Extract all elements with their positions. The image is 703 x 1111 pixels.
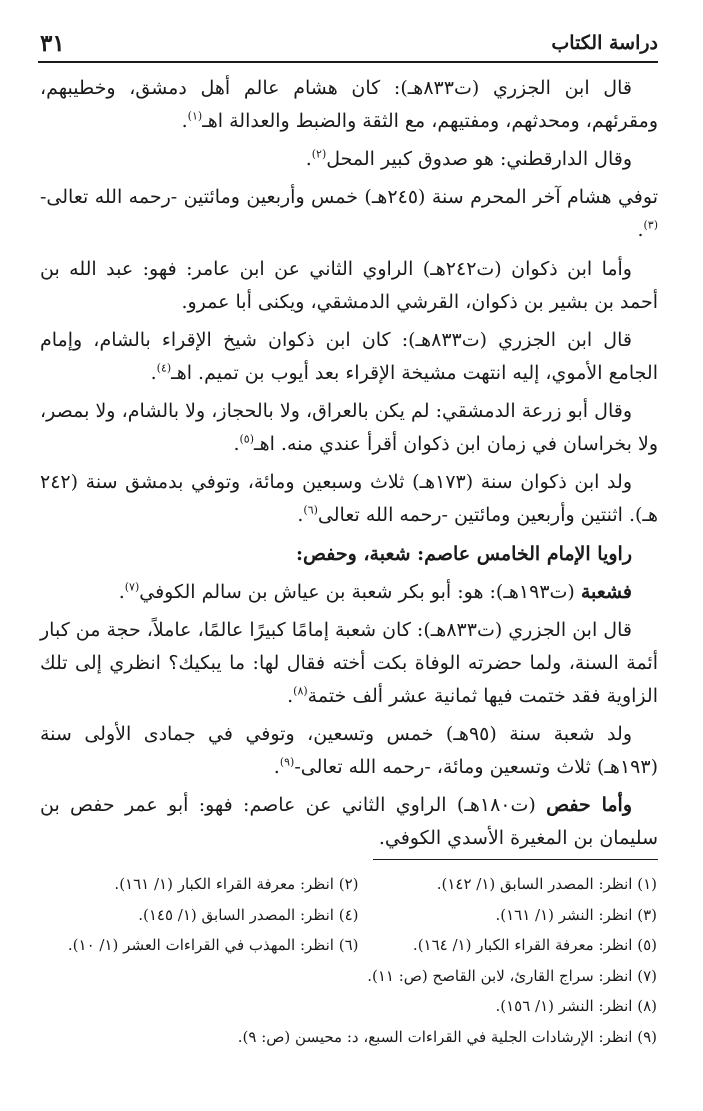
footnote: (٩) انظر: الإرشادات الجلية في القراءات السبع، د: محيسن (ص: ٩).	[237, 1027, 657, 1046]
footnote: (٦) انظر: المهذب في القراءات العشر (١/ ١٠).	[67, 936, 359, 954]
footnote-row	[60, 869, 657, 900]
paragraph: قال ابن الجزري (ت٨٣٣هـ): كان ابن ذكوان شيخ الإقراء بالشام، وإمام الجامع الأموي، إليه انتهت مشيخة الإقراء بعد أيوب بن تميم. اهـ$^{(٤)}$.	[40, 329, 658, 384]
footnote-ref: (٤)	[156, 361, 172, 375]
footnote: (٨) انظر: النشر (١/ ١٥٦).	[495, 997, 657, 1015]
section-heading: راويا الإمام الخامس عاصم: شعبة، وحفص:	[295, 543, 632, 565]
paragraph: وأما حفص (ت١٨٠هـ) الراوي الثاني عن عاصم: فهو: أبو عمر حفص بن سليمان بن المغيرة الأسدي الكوفي.	[40, 794, 658, 849]
running-title: دراسة الكتاب	[551, 32, 658, 54]
footnote: (٢) انظر: معرفة القراء الكبار (١/ ١٦١).	[114, 875, 359, 893]
footnotes	[60, 869, 657, 1052]
footnote-ref: (٦)	[303, 503, 318, 517]
footnote-row	[60, 930, 657, 961]
paragraph: قال ابن الجزري (ت٨٣٣هـ): كان شعبة إمامًا كبيرًا عالمًا، عاملاً، حجة من كبار أئمة السنة، ولما حضرته الوفاة بكت أخته فقال لها: ما يبكيك؟ انظري إلى تلك الزاوية فقد ختمت فيها ثمانية عشر ألف ختمة$^{(٨)}$.	[40, 619, 658, 707]
paragraph: فشعبة (ت١٩٣هـ): هو: أبو بكر شعبة بن عياش بن سالم الكوفي$^{(٧)}$.	[118, 580, 632, 603]
paragraph: توفي هشام آخر المحرم سنة (٢٤٥هـ) خمس وأربعين ومائتين -رحمه الله تعالى-$^{(٣)}$.	[40, 186, 658, 241]
footnote: (٥) انظر: معرفة القراء الكبار (١/ ١٦٤).	[412, 936, 657, 954]
footnote: (٧) انظر: سراج القارئ، لابن القاصح (ص: ١١).	[367, 966, 657, 985]
page-number: ٣١	[40, 30, 65, 57]
header-rule	[38, 61, 658, 63]
footnote-ref: (٥)	[239, 432, 255, 446]
footnote-ref: (٧)	[124, 580, 140, 594]
paragraph: قال ابن الجزري (ت٨٣٣هـ): كان هشام عالم أهل دمشق، وخطيبهم، ومقرئهم، ومحدثهم، ومفتيهم، مع الثقة والضبط والعدالة اهـ$^{(١)}$.	[40, 77, 658, 132]
footnote-ref: (١)	[187, 109, 203, 123]
footnote-ref: (٨)	[293, 684, 308, 698]
paragraph: وقال الدارقطني: هو صدوق كبير المحل$^{(٢)}$.	[305, 147, 632, 170]
footnote-ref: (٢)	[311, 147, 327, 161]
footnote: (٤) انظر: المصدر السابق (١/ ١٤٥).	[138, 905, 359, 924]
footnote: (٣) انظر: النشر (١/ ١٦١).	[495, 905, 657, 924]
footnote-row	[60, 900, 657, 931]
footnote-ref: (٣)	[643, 218, 658, 232]
paragraph: وأما ابن ذكوان (ت٢٤٢هـ) الراوي الثاني عن ابن عامر: فهو: عبد الله بن أحمد بن بشير بن ذكوان، القرشي الدمشقي، ويكنى أبا عمرو.	[40, 258, 658, 313]
footnote: (١) انظر: المصدر السابق (١/ ١٤٢).	[436, 875, 657, 893]
paragraph: ولد شعبة سنة (٩٥هـ) خمس وتسعين، وتوفي في جمادى الأولى سنة (١٩٣هـ) ثلاث وتسعين ومائة، -رحمه الله تعالى-$^{(٩)}$.	[40, 723, 658, 778]
paragraph: وقال أبو زرعة الدمشقي: لم يكن بالعراق، ولا بالحجاز، ولا بالشام، ولا بمصر، ولا بخراسان في زمان ابن ذكوان أقرأ عندي منه. اهـ$^{(٥)}$.	[40, 400, 658, 455]
paragraph: ولد ابن ذكوان سنة (١٧٣هـ) ثلاث وسبعين ومائة، وتوفي بدمشق سنة (٢٤٢ هـ). اثنتين وأربعين ومائتين -رحمه الله تعالى$^{(٦)}$.	[40, 471, 658, 526]
footnote-ref: (٩)	[279, 755, 295, 769]
main-text	[40, 72, 658, 860]
footnote-separator	[373, 859, 658, 860]
page-header	[38, 30, 658, 60]
